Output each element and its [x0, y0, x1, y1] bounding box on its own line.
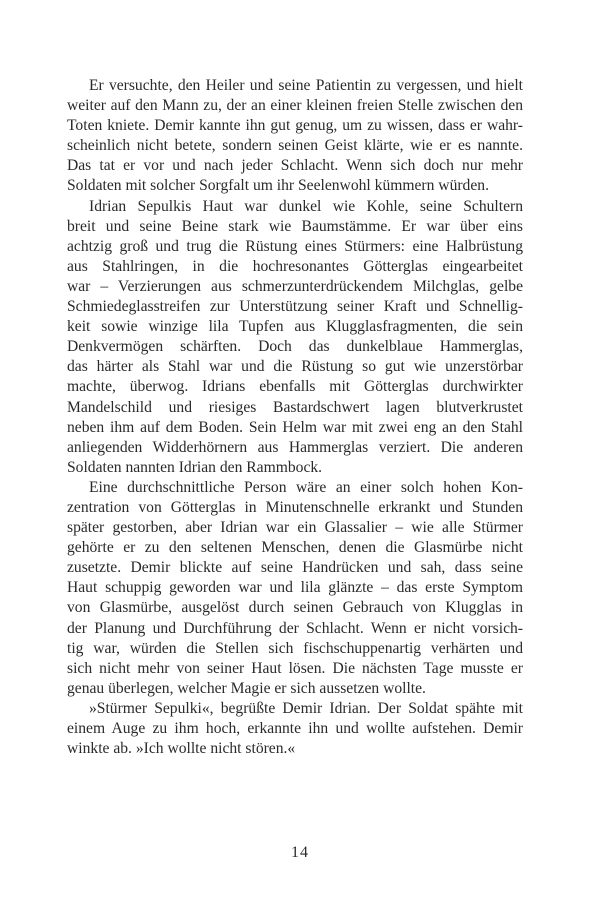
text-line: das härter als Stahl war und die Rüstung so gut wie unzerstörbar [67, 358, 523, 376]
text-line: anliegenden Widderhörnern aus Hammerglas verziert. Die anderen [67, 438, 523, 456]
text-line: Eine durchschnittliche Person wäre an einer solch hohen Kon- [89, 478, 523, 496]
text-line: Toten kniete. Demir kannte ihn gut genug, um zu wissen, dass er wahr- [67, 117, 523, 135]
text-line: einem Auge zu ihm hoch, erkannte ihn und wollte aufstehen. Demir [67, 720, 523, 737]
text-line: winkte ab. »Ich wollte nicht stören.« [67, 740, 296, 758]
text-line: tig war, würden die Stellen sich fischschuppenartig verhärten und [67, 639, 523, 657]
text-line: keit sowie winzige lila Tupfen aus Klugglasfragmenten, die sein [67, 318, 523, 336]
text-line: breit und seine Beine stark wie Baumstämme. Er war über eins [67, 217, 523, 235]
text-line: von Glasmürbe, ausgelöst durch seinen Gebrauch von Klugglas in [67, 599, 523, 617]
page-number: 14 [291, 844, 309, 861]
text-line: Idrian Sepulkis Haut war dunkel wie Kohle, seine Schultern [89, 197, 523, 215]
text-line: aus Stahlringen, in die hochresonantes Götterglas eingearbeitet [67, 257, 523, 275]
text-line: gehörte er zu den seltenen Menschen, denen die Glasmürbe nicht [67, 539, 523, 557]
paragraph-4 [67, 699, 523, 759]
text-line: später gestorben, aber Idrian war ein Glassalier – wie alle Stürmer [67, 519, 523, 537]
page-body [67, 76, 523, 759]
text-line: weiter auf den Mann zu, der an einer kleinen freien Stelle zwischen den [67, 97, 523, 115]
text-line: Denkvermögen schärften. Doch das dunkelblaue Hammerglas, [67, 338, 523, 356]
text-line: zusetzte. Demir blickte auf seine Handrücken und sah, dass seine [67, 559, 523, 577]
text-line: neben ihm auf dem Boden. Sein Helm war mit zwei eng an den Stahl [67, 418, 523, 436]
text-line: Das tat er vor und nach jeder Schlacht. Wenn sich doch nur mehr [67, 157, 523, 175]
text-line: Soldaten nannten Idrian den Rammbock. [67, 458, 323, 476]
text-line: achtzig groß und trug die Rüstung eines Stürmers: eine Halbrüstung [67, 237, 523, 255]
text-line: Soldaten mit solcher Sorgfalt um ihr Seelenwohl kümmern würden. [67, 177, 489, 195]
text-line: sich nicht mehr von seiner Haut lösen. Die nächsten Tage musste er [67, 659, 523, 677]
text-line: Schmiedeglasstreifen zur Unterstützung seiner Kraft und Schnellig- [67, 298, 523, 316]
text-line: scheinlich nicht betete, sondern seinen Geist klärte, wie er es nannte. [67, 137, 523, 155]
paragraph-1 [67, 76, 523, 197]
text-line: Mandelschild und riesiges Bastardschwert lagen blutverkrustet [67, 398, 523, 416]
text-line: Er versuchte, den Heiler und seine Patientin zu vergessen, und hielt [89, 77, 523, 94]
paragraph-3 [67, 478, 523, 699]
text-line: genau überlegen, welcher Magie er sich aussetzen wollte. [67, 679, 426, 697]
text-line: der Planung und Durchführung der Schlacht. Wenn er nicht vorsich- [67, 619, 523, 637]
text-line: Haut schuppig geworden war und lila glänzte – das erste Symptom [67, 579, 523, 597]
text-line: war – Verzierungen aus schmerzunterdrückendem Milchglas, gelbe [67, 277, 523, 295]
paragraph-2 [67, 197, 523, 478]
text-line: zentration von Götterglas in Minutenschnelle erkrankt und Stunden [67, 498, 523, 516]
text-line: »Stürmer Sepulki«, begrüßte Demir Idrian. Der Soldat spähte mit [89, 699, 523, 717]
text-line: machte, überwog. Idrians ebenfalls mit Götterglas durchwirkter [67, 378, 523, 396]
